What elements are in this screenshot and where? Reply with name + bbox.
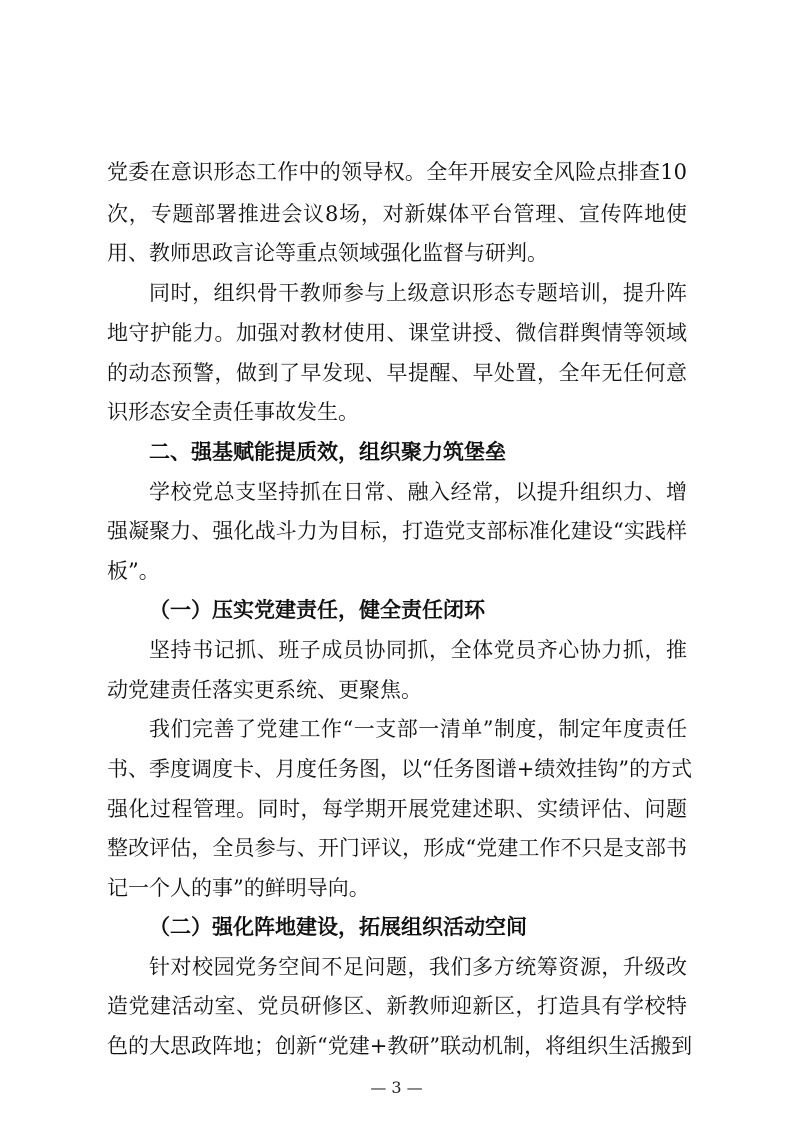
paragraph-line: 强化过程管理。同时，每学期开展党建述职、实绩评估、问题 <box>107 797 687 821</box>
paragraph-line: 我们完善了党建工作“一支部一清单”制度，制定年度责任 <box>149 717 687 741</box>
paragraph-line: 整改评估，全员参与、开门评议，形成“党建工作不只是支部书 <box>107 836 687 860</box>
paragraph-line: 记一个人的事”的鲜明导向。 <box>107 876 370 900</box>
paragraph-line: 造党建活动室、党员研修区、新教师迎新区，打造具有学校特 <box>107 994 687 1018</box>
paragraph-line: 次，专题部署推进会议8场，对新媒体平台管理、宣传阵地使 <box>107 202 687 226</box>
page-number: — 3 — <box>370 1078 423 1097</box>
paragraph-line: 的动态预警，做到了早发现、早提醒、早处置，全年无任何意 <box>107 361 687 385</box>
paragraph-line: 用、教师思政言论等重点领域强化监督与研判。 <box>107 241 548 265</box>
paragraph-line: 学校党总支坚持抓在日常、融入经常，以提升组织力、增 <box>149 480 687 504</box>
paragraph-line: 同时，组织骨干教师参与上级意识形态专题培训，提升阵 <box>149 281 687 305</box>
paragraph-line: 党委在意识形态工作中的领导权。全年开展安全风险点排查10 <box>107 160 687 184</box>
paragraph-line: 动党建责任落实更系统、更聚焦。 <box>107 678 422 702</box>
paragraph-line: 板”。 <box>107 559 160 583</box>
paragraph-line: 坚持书记抓、班子成员协同抓，全体党员齐心协力抓，推 <box>149 638 687 662</box>
paragraph-line: 针对校园党务空间不足问题，我们多方统筹资源，升级改 <box>149 955 687 979</box>
section-heading: 二、强基赋能提质效，组织聚力筑堡垒 <box>149 439 506 464</box>
paragraph-line: 书、季度调度卡、月度任务图，以“任务图谱+绩效挂钩”的方式 <box>107 757 693 781</box>
paragraph-line: 色的大思政阵地；创新“党建+教研”联动机制，将组织生活搬到 <box>107 1034 693 1058</box>
subsection-heading: （二）强化阵地建设，拓展组织活动空间 <box>149 914 527 939</box>
paragraph-line: 识形态安全责任事故发生。 <box>107 400 359 424</box>
paragraph-line: 地守护能力。加强对教材使用、课堂讲授、微信群舆情等领域 <box>107 321 687 345</box>
subsection-heading: （一）压实党建责任，健全责任闭环 <box>149 597 485 622</box>
paragraph-line: 强凝聚力、强化战斗力为目标，打造党支部标准化建设“实践样 <box>107 519 687 543</box>
